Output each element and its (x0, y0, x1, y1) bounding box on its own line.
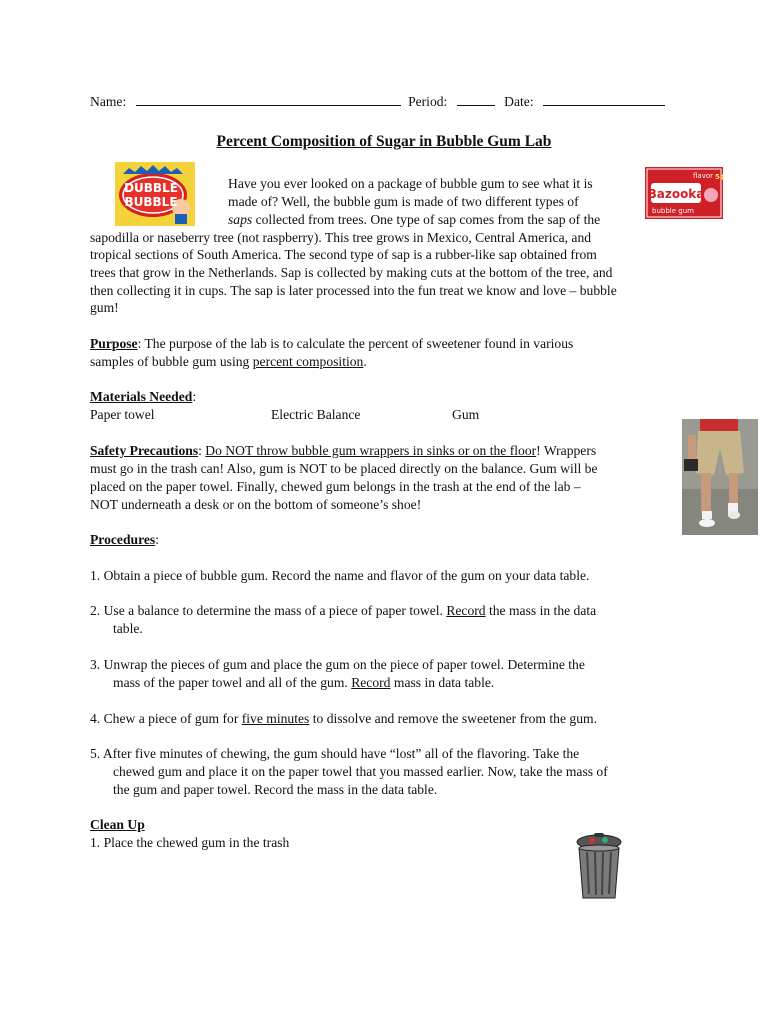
safety-line-2: must go in the trash can! Also, gum is NOT to be placed directly on the balance. Gum will be (90, 461, 598, 476)
svg-text:flavor: flavor (693, 172, 714, 180)
cleanup-step-1: 1. Place the chewed gum in the trash (90, 835, 290, 850)
period-blank[interactable] (457, 93, 495, 106)
percent-composition-term: percent composition (252, 354, 364, 369)
bazooka-logo (645, 167, 723, 219)
safety-line-4: NOT underneath a desk or on the bottom of someone’s shoe! (90, 497, 422, 512)
date-blank[interactable] (543, 93, 665, 106)
purpose-line-2 (90, 353, 367, 371)
intro-line-3-text: collected from trees. One type of sap comes from the sap of the (252, 212, 601, 227)
svg-text:5¢: 5¢ (715, 173, 725, 181)
intro-line-2: made of? Well, the bubble gum is made of two different types of (228, 194, 579, 209)
procedure-step-2-line-2: table. (113, 621, 143, 636)
step-4-rest: to dissolve and remove the sweetener from the gum. (309, 711, 597, 726)
intro-line-4: sapodilla or naseberry tree (not raspberry). This tree grows in Mexico, Central America, and (90, 230, 592, 245)
procedure-step-1: 1. Obtain a piece of bubble gum. Record the name and flavor of the gum on your data table. (90, 568, 590, 583)
cleanup-label: Clean Up (90, 817, 145, 832)
procedures-heading (90, 531, 159, 549)
material-item: Electric Balance (271, 407, 361, 422)
purpose-label: Purpose (90, 336, 138, 351)
purpose-text-2: samples of bubble gum using (90, 354, 253, 369)
step-4-text: 4. Chew a piece of gum for (90, 711, 242, 726)
step-3-rest: mass in data table. (390, 675, 495, 690)
procedure-step-5-line-3: the gum and paper towel. Record the mass in the data table. (113, 782, 438, 797)
procedure-step-3: 3. Unwrap the pieces of gum and place the gum on the piece of paper towel. Determine the (90, 657, 585, 672)
procedure-step-5: 5. After five minutes of chewing, the gum should have “lost” all of the flavoring. Take the (90, 746, 580, 761)
materials-label: Materials Needed (90, 389, 193, 404)
intro-line-1: Have you ever looked on a package of bubble gum to see what it is (228, 176, 593, 191)
page-title: Percent Composition of Sugar in Bubble Gum Lab (216, 133, 552, 150)
person-stepping-photo (682, 419, 758, 535)
procedure-step-4 (90, 710, 597, 728)
date-label: Date: (504, 94, 534, 109)
safety-line-3: placed on the paper towel. Finally, chewed gum belongs in the trash at the end of the lab – (90, 479, 581, 494)
intro-line-8: gum! (90, 300, 119, 315)
svg-text:bubble gum: bubble gum (652, 207, 694, 215)
material-item: Paper towel (90, 407, 155, 422)
procedure-step-5-line-2: chewed gum and place it on the paper towel that you massed earlier. Now, take the mass of (113, 764, 608, 779)
svg-text:BUBBLE: BUBBLE (124, 195, 178, 209)
safety-line-1 (90, 442, 596, 460)
five-minutes-term: five minutes (241, 711, 310, 726)
dubble-bubble-logo (115, 162, 195, 226)
procedure-step-3-line-2 (113, 674, 494, 692)
step-2-text: 2. Use a balance to determine the mass of a piece of paper towel. (90, 603, 447, 618)
purpose-line-1 (90, 335, 573, 353)
materials-heading (90, 388, 196, 406)
name-label: Name: (90, 94, 127, 109)
saps-term: saps (228, 212, 253, 227)
purpose-text-1: : The purpose of the lab is to calculate the percent of sweetener found in various (137, 336, 574, 351)
record-term: Record (446, 603, 486, 618)
svg-text:DUBBLE: DUBBLE (124, 181, 178, 195)
safety-label: Safety Precautions (90, 443, 199, 458)
svg-text:Bazooka: Bazooka (647, 187, 705, 201)
step-2-rest: the mass in the data (485, 603, 597, 618)
procedure-step-2 (90, 602, 596, 620)
material-item: Gum (452, 407, 480, 422)
safety-line-1-rest: ! Wrappers (536, 443, 597, 458)
safety-sep: : (198, 443, 206, 458)
procedures-colon: : (155, 532, 159, 547)
procedures-label: Procedures (90, 532, 156, 547)
purpose-period: . (363, 354, 367, 369)
header-line (90, 93, 665, 111)
trash-can-icon (574, 832, 624, 902)
step-3-text: mass of the paper towel and all of the gum. (113, 675, 352, 690)
intro-line-3 (228, 211, 600, 229)
intro-line-5: tropical sections of South America. The second type of sap is a rubber-like sap obtained from (90, 247, 597, 262)
period-label: Period: (408, 94, 448, 109)
name-blank[interactable] (136, 93, 401, 106)
record-term: Record (351, 675, 391, 690)
intro-line-7: then collecting it in cups. The sap is later processed into the fun treat we know and love – bubble (90, 283, 617, 298)
safety-warning: Do NOT throw bubble gum wrappers in sinks or on the floor (205, 443, 537, 458)
materials-colon: : (192, 389, 197, 404)
intro-line-6: trees that grow in the Netherlands. Sap is collected by making cuts at the bottom of the tree, and (90, 265, 613, 280)
